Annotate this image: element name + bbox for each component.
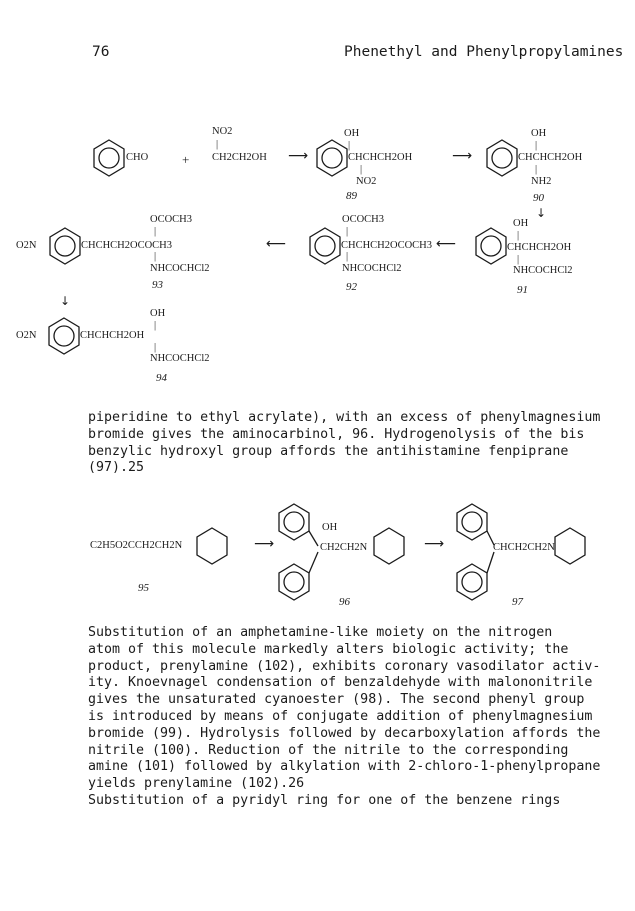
aldehyde-group: CHO [126,152,149,163]
reaction-arrow: ⟵ [436,236,457,252]
text-line: ity. Knoevnagel condensation of benzaldehyde with malononitrile [88,675,593,691]
chain-91: CHCHCH2OH [507,242,572,253]
amide-93: NHCOCHCl2 [150,263,210,274]
text-line: Substitution of a pyridyl ring for one of the benzene rings [88,792,561,808]
compound-label-95: 95 [138,582,149,594]
chain-96: CH2CH2N [320,542,368,553]
ester-95: C2H5O2CCH2CH2N [90,540,183,551]
benzene-ring-90 [487,140,517,176]
body-paragraph-1 [88,410,600,477]
hydroxyl-96: OH [322,522,338,533]
bond-mark: | [535,140,538,151]
reaction-arrow: ⟶ [424,536,445,552]
reaction-arrow: ⟶ [254,536,275,552]
benzene-ring-97-bottom [457,564,487,600]
acetate-93: OCOCH3 [150,214,193,225]
text-line: atom of this molecule markedly alters biologic activity; the [88,641,569,657]
bond-mark: | [154,226,157,237]
benzene-ring-89 [317,140,347,176]
benzene-ring-91 [476,228,506,264]
down-arrow: ↓ [60,294,71,308]
hydroxyl-91: OH [513,218,529,229]
bond-mark: | [154,251,157,262]
page-number: 76 [92,44,110,60]
piperidine-ring-96 [374,528,404,564]
bond-mark: | [517,230,520,241]
running-title: Phenethyl and Phenylpropylamines [344,44,624,60]
text-line: amine (101) followed by alkylation with 2-chloro-1-phenylpropane [88,759,601,775]
bond-mark: | [154,320,157,331]
acetate-92: OCOCH3 [342,214,385,225]
nitro-89: NO2 [356,176,377,187]
bond-mark: | [535,164,538,175]
compound-label-97: 97 [512,596,523,608]
text-line: bromide gives the aminocarbinol, 96. Hydrogenolysis of the bis [88,426,585,442]
bond-mark: | [360,164,363,175]
bond-mark: | [216,139,219,150]
hydroxyl-90: OH [531,128,547,139]
text-line: is introduced by means of conjugate addition of phenylmagnesium [88,708,593,724]
compound-label-94: 94 [156,372,167,384]
reaction-arrow: ⟶ [288,148,309,164]
chain-89: CHCHCH2OH [348,152,413,163]
chain-92: CHCHCH2OCOCH3 [341,240,433,251]
chain-93: CHCHCH2OCOCH3 [81,240,173,251]
benzene-ring-96-top [279,504,309,540]
compound-label-89: 89 [346,190,357,202]
nitro-94: O2N [16,330,37,341]
bond-mark: | [154,342,157,353]
body-paragraph-2 [88,625,600,810]
benzene-ring-97-top [457,504,487,540]
nitro-93: O2N [16,240,37,251]
chain-90: CHCHCH2OH [518,152,583,163]
reaction-arrow: ⟶ [452,148,473,164]
nitro-group: NO2 [212,126,233,137]
text-line: (97).25 [88,460,145,476]
compound-label-90: 90 [533,192,544,204]
plus-sign: + [182,152,190,167]
text-line: piperidine to ethyl acrylate), with an excess of phenylmagnesium [88,410,601,425]
benzene-ring-benzaldehyde [94,140,124,176]
hydroxyl-94: OH [150,308,166,319]
compound-label-93: 93 [152,279,163,291]
benzene-ring-94 [49,318,79,354]
reaction-arrow: ⟵ [266,236,287,252]
amide-91: NHCOCHCl2 [513,265,573,276]
amide-94: NHCOCHCl2 [150,353,210,364]
piperidine-ring-97 [555,528,585,564]
text-line: nitrile (100). Reduction of the nitrile to the corresponding [88,742,569,758]
bond-mark: | [348,140,351,151]
chain-97: CHCH2CH2N [493,542,555,553]
amide-92: NHCOCHCl2 [342,263,402,274]
text-line: bromide (99). Hydrolysis followed by decarboxylation affords the [88,725,601,741]
benzene-ring-96-bottom [279,564,309,600]
text-line: gives the unsaturated cyanoester (98). The second phenyl group [88,692,585,708]
text-line: product, prenylamine (102), exhibits coronary vasodilator activ- [88,658,601,674]
text-line: benzylic hydroxyl group affords the antihistamine fenpiprane [88,443,569,459]
compound-label-92: 92 [346,281,357,293]
chain-94: CHCHCH2OH [80,330,145,341]
text-line: Substitution of an amphetamine-like moiety on the nitrogen [88,625,553,640]
bond-mark: | [346,226,349,237]
down-arrow: ↓ [536,206,547,220]
hydroxyl-89: OH [344,128,360,139]
bond-mark: | [346,251,349,262]
bond-mark: | [517,254,520,265]
text-line: yields prenylamine (102).26 [88,776,305,792]
piperidine-ring-95 [197,528,227,564]
compound-label-91: 91 [517,284,528,296]
amine-90: NH2 [531,176,552,187]
compound-label-96: 96 [339,596,350,608]
benzene-ring-93 [50,228,80,264]
nitroethanol-chain: CH2CH2OH [212,152,267,163]
benzene-ring-92 [310,228,340,264]
